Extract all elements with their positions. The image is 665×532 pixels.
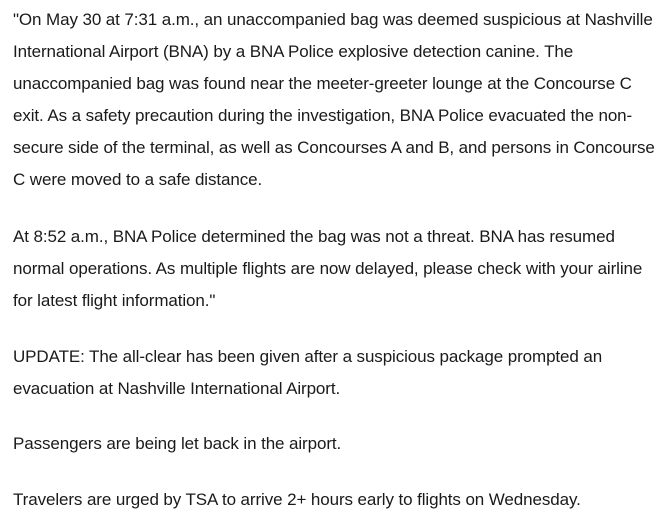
paragraph-tsa-advice: Travelers are urged by TSA to arrive 2+ hours early to flights on Wednesday. [13, 490, 581, 509]
paragraph-update: UPDATE: The all-clear has been given after a suspicious package prompted an evacuation at Nashville International Airport. [13, 347, 603, 398]
paragraph-incident-report: "On May 30 at 7:31 a.m., an unaccompanied bag was deemed suspicious at Nashville International Airport (BNA) by a BNA Police explosive detection canine. The unaccompanied bag was found near the meeter-greeter lounge at the Concourse C exit. As a safety precaution during the investigation, BNA Police evacuated the non-secure side of the terminal, as well as Concourses A and B, and persons in Concourse C were moved to a safe distance. [13, 10, 655, 189]
paragraph-all-clear-statement: At 8:52 a.m., BNA Police determined the bag was not a threat. BNA has resumed normal operations. As multiple flights are now delayed, please check with your airline for latest flight information." [13, 227, 643, 310]
paragraph-passengers: Passengers are being let back in the airport. [13, 434, 342, 453]
